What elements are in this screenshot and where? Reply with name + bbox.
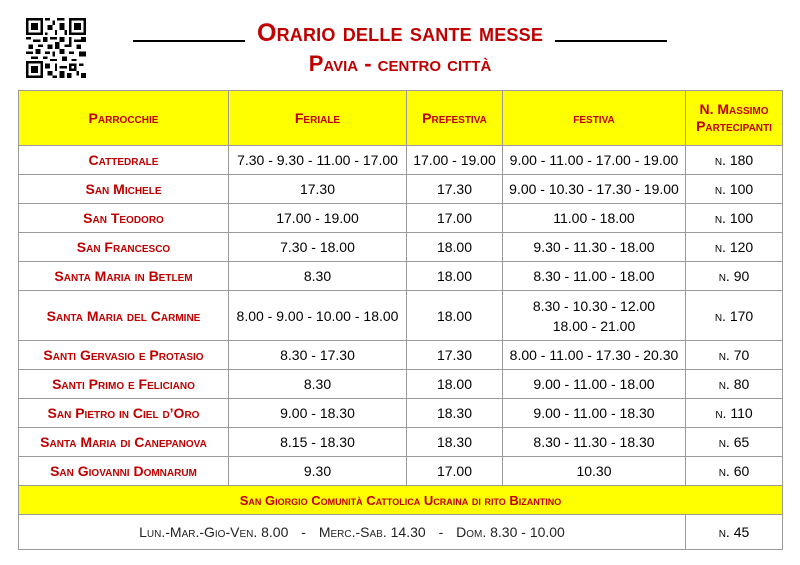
max-participants: n. 120 <box>686 233 783 262</box>
col-header-prefestiva: Prefestiva <box>407 91 503 146</box>
festiva-times: 8.00 - 11.00 - 17.30 - 20.30 <box>503 341 686 370</box>
prefestiva-times: 18.00 <box>407 370 503 399</box>
parish-name: Santa Maria di Canepanova <box>19 428 229 457</box>
col-header-festiva: festiva <box>503 91 686 146</box>
max-participants: n. 170 <box>686 291 783 341</box>
table-header-row <box>19 91 783 146</box>
special-hours-separator: - <box>438 524 444 540</box>
special-community-hours <box>19 515 686 550</box>
max-participants: n. 65 <box>686 428 783 457</box>
max-participants: n. 60 <box>686 457 783 486</box>
table-row <box>19 457 783 486</box>
table-row <box>19 233 783 262</box>
festiva-times-line1: 8.30 - 10.30 - 12.00 <box>532 297 656 314</box>
title-line <box>0 14 800 48</box>
max-participants: n. 90 <box>686 262 783 291</box>
max-participants: n. 180 <box>686 146 783 175</box>
table-row <box>19 341 783 370</box>
feriale-times: 17.30 <box>229 175 407 204</box>
col-header-max-participants <box>686 91 783 146</box>
table-row <box>19 291 783 341</box>
prefestiva-times: 17.30 <box>407 341 503 370</box>
festiva-times: 8.30 - 11.30 - 18.30 <box>503 428 686 457</box>
prefestiva-times: 17.00 <box>407 204 503 233</box>
title-rule-left <box>133 40 245 42</box>
table-row <box>19 146 783 175</box>
page-title: Orario delle sante messe <box>256 19 544 47</box>
parish-name: San Michele <box>19 175 229 204</box>
col-header-feriale: Feriale <box>229 91 407 146</box>
feriale-times: 8.30 - 17.30 <box>229 341 407 370</box>
table-row <box>19 399 783 428</box>
parish-name: Santi Gervasio e Protasio <box>19 341 229 370</box>
special-community-row <box>19 486 783 515</box>
max-participants: n. 100 <box>686 204 783 233</box>
title-rule-right <box>555 40 667 42</box>
max-participants: n. 110 <box>686 399 783 428</box>
prefestiva-times: 18.00 <box>407 233 503 262</box>
special-hours-sunday: Dom. 8.30 - 10.00 <box>456 524 565 540</box>
table-row <box>19 428 783 457</box>
table-row <box>19 175 783 204</box>
table-row <box>19 370 783 399</box>
festiva-times: 9.00 - 11.00 - 18.30 <box>503 399 686 428</box>
parish-name: San Francesco <box>19 233 229 262</box>
festiva-times: 9.30 - 11.30 - 18.00 <box>503 233 686 262</box>
prefestiva-times: 18.30 <box>407 428 503 457</box>
festiva-times: 11.00 - 18.00 <box>503 204 686 233</box>
table-row <box>19 204 783 233</box>
festiva-times-line2: 18.00 - 21.00 <box>552 317 636 334</box>
feriale-times: 9.00 - 18.30 <box>229 399 407 428</box>
feriale-times: 8.00 - 9.00 - 10.00 - 18.00 <box>229 291 407 341</box>
feriale-times: 7.30 - 9.30 - 11.00 - 17.00 <box>229 146 407 175</box>
prefestiva-times: 17.00 <box>407 457 503 486</box>
feriale-times: 9.30 <box>229 457 407 486</box>
col-header-max-line1: N. Massimo <box>699 101 769 117</box>
parish-name: Santa Maria del Carmine <box>19 291 229 341</box>
festiva-times <box>503 291 686 341</box>
special-max-participants: n. 45 <box>686 515 783 550</box>
special-hours-weekdays: Lun.-Mar.-Gio-Ven. 8.00 <box>139 524 289 540</box>
special-community-name: San Giorgio Comunità Cattolica Ucraina di rito Bizantino <box>19 486 783 515</box>
prefestiva-times: 17.30 <box>407 175 503 204</box>
max-participants: n. 80 <box>686 370 783 399</box>
prefestiva-times: 17.00 - 19.00 <box>407 146 503 175</box>
prefestiva-times: 18.00 <box>407 262 503 291</box>
feriale-times: 8.30 <box>229 262 407 291</box>
prefestiva-times: 18.30 <box>407 399 503 428</box>
feriale-times: 8.15 - 18.30 <box>229 428 407 457</box>
parish-name: Santi Primo e Feliciano <box>19 370 229 399</box>
festiva-times: 9.00 - 11.00 - 17.00 - 19.00 <box>503 146 686 175</box>
festiva-times: 10.30 <box>503 457 686 486</box>
prefestiva-times: 18.00 <box>407 291 503 341</box>
feriale-times: 7.30 - 18.00 <box>229 233 407 262</box>
parish-name: San Giovanni Domnarum <box>19 457 229 486</box>
table-row <box>19 262 783 291</box>
max-participants: n. 100 <box>686 175 783 204</box>
col-header-parishes: Parrocchie <box>19 91 229 146</box>
festiva-times: 9.00 - 11.00 - 18.00 <box>503 370 686 399</box>
max-participants: n. 70 <box>686 341 783 370</box>
page-header <box>0 14 800 78</box>
festiva-times: 8.30 - 11.00 - 18.00 <box>503 262 686 291</box>
col-header-max-line2: Partecipanti <box>696 118 772 134</box>
special-hours-separator: - <box>301 524 306 540</box>
page-subtitle: Pavia - centro città <box>308 51 492 76</box>
festiva-times: 9.00 - 10.30 - 17.30 - 19.00 <box>503 175 686 204</box>
parish-name: San Teodoro <box>19 204 229 233</box>
parish-name: San Pietro in Ciel d’Oro <box>19 399 229 428</box>
feriale-times: 8.30 <box>229 370 407 399</box>
special-community-hours-row <box>19 515 783 550</box>
parish-name: Santa Maria in Betlem <box>19 262 229 291</box>
mass-schedule-table <box>18 90 783 550</box>
feriale-times: 17.00 - 19.00 <box>229 204 407 233</box>
special-hours-wed-sat: Merc.-Sab. 14.30 <box>318 524 426 540</box>
parish-name: Cattedrale <box>19 146 229 175</box>
